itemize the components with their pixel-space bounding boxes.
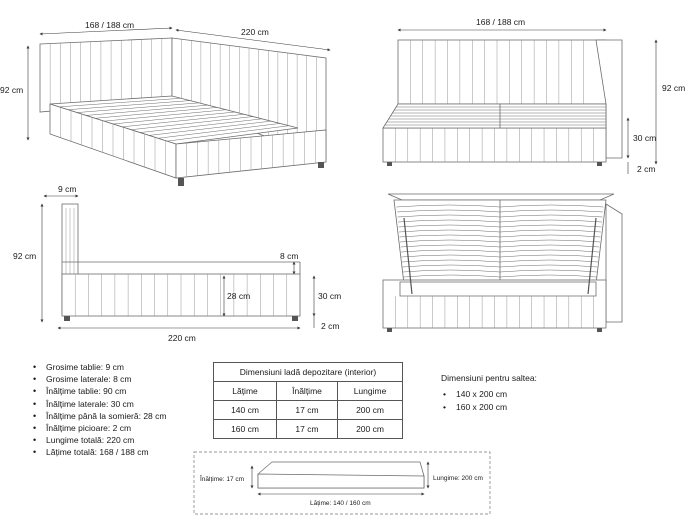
storage-dimensions-table (213, 362, 403, 439)
table-row (214, 401, 403, 420)
open-storage-view (383, 194, 622, 332)
side-rail-height-label: 30 cm (318, 291, 342, 301)
front-width-label: 168 / 188 cm (476, 17, 526, 27)
mattress-sizes (441, 373, 537, 414)
front-side-height-label: 30 cm (633, 133, 657, 143)
spec-item: • Înălțime până la somieră: 28 cm (30, 410, 166, 422)
box-width-label: Lățime: 140 / 160 cm (310, 500, 371, 507)
iso-width-label: 168 / 188 cm (85, 20, 135, 30)
spec-item: • Lungime totală: 220 cm (30, 434, 166, 446)
side-headboard-thickness-label: 9 cm (58, 184, 77, 194)
storage-table-title: Dimensiuni ladă depozitare (interior) (214, 363, 403, 382)
table-cell: 140 cm (214, 401, 277, 420)
side-length-label: 220 cm (168, 333, 196, 343)
front-view (383, 17, 685, 174)
front-height-label: 92 cm (662, 83, 686, 93)
front-leg-height-label: 2 cm (637, 164, 656, 174)
spec-item: • Grosime laterale: 8 cm (30, 373, 166, 385)
mattress-size-item: • 160 x 200 cm (441, 401, 537, 414)
storage-table-header: Înălțime (277, 382, 338, 401)
table-cell: 160 cm (214, 420, 277, 439)
side-slat-height-label: 28 cm (227, 291, 251, 301)
iso-height-label: 92 cm (0, 85, 24, 95)
storage-table-header: Lățime (214, 382, 277, 401)
box-height-label: Înălțime: 17 cm (200, 476, 245, 483)
side-view (13, 184, 341, 343)
side-rail-thickness-label: 8 cm (280, 251, 299, 261)
spec-item: • Înălțime picioare: 2 cm (30, 422, 166, 434)
side-leg-height-label: 2 cm (321, 321, 340, 331)
table-row (214, 420, 403, 439)
specs-list (30, 361, 166, 459)
side-height-label: 92 cm (13, 251, 37, 261)
spec-item: • Înălțime tablie: 90 cm (30, 385, 166, 397)
table-cell: 200 cm (338, 401, 403, 420)
spec-item: • Lățime totală: 168 / 188 cm (30, 446, 166, 458)
isometric-view (0, 20, 330, 186)
table-cell: 17 cm (277, 420, 338, 439)
storage-table-header: Lungime (338, 382, 403, 401)
storage-box-sketch (194, 452, 490, 514)
mattress-title: Dimensiuni pentru saltea: (441, 373, 537, 383)
spec-item: • Grosime tablie: 9 cm (30, 361, 166, 373)
iso-length-label: 220 cm (241, 27, 269, 37)
spec-item: • Înălțime laterale: 30 cm (30, 398, 166, 410)
table-cell: 200 cm (338, 420, 403, 439)
box-length-label: Lungime: 200 cm (433, 475, 483, 482)
table-cell: 17 cm (277, 401, 338, 420)
mattress-size-item: • 140 x 200 cm (441, 388, 537, 401)
